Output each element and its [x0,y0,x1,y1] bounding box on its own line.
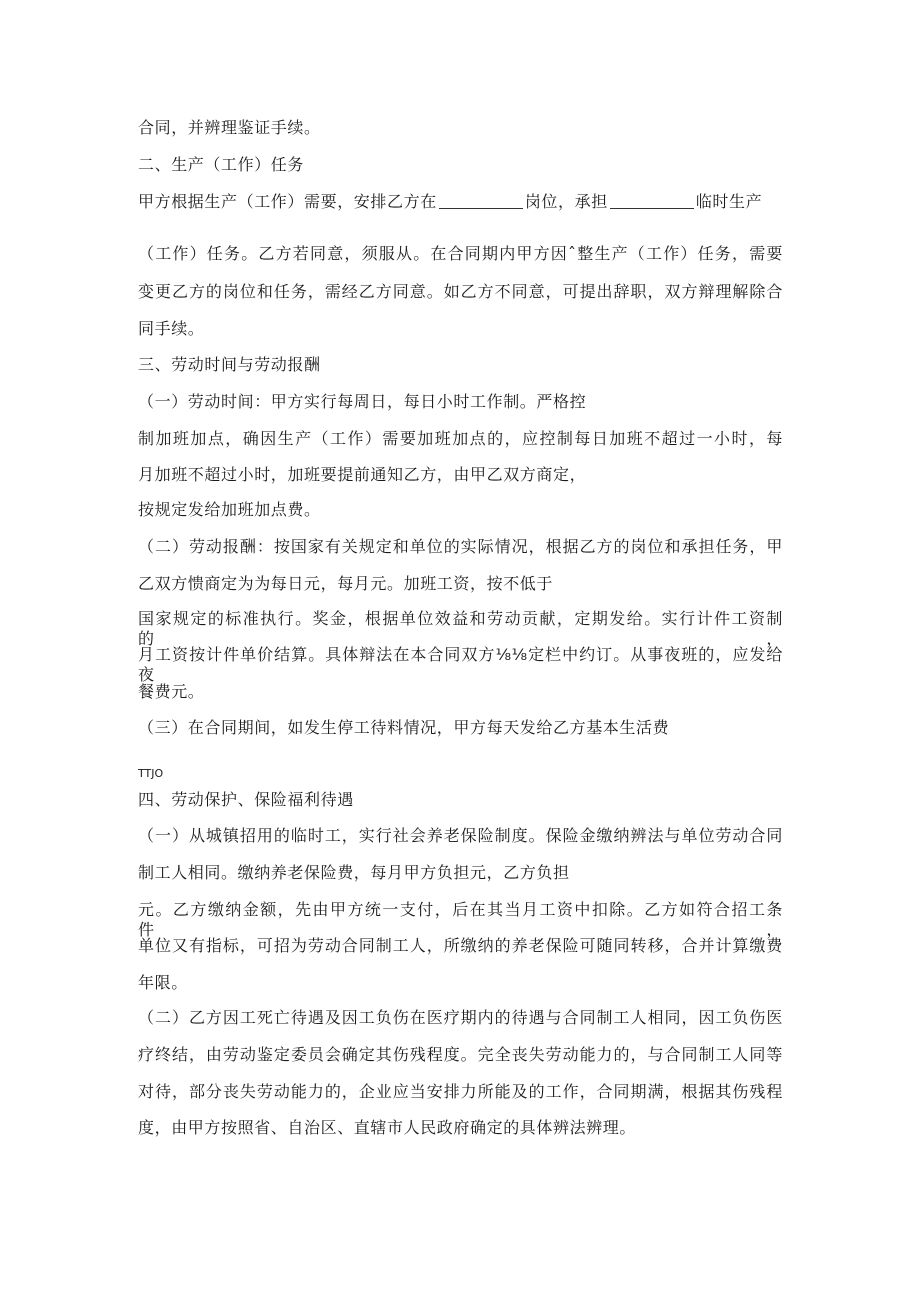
text-line: 疗终结，由劳动鉴定委员会确定其伤残程度。完全丧失劳动能力的，与合同制工人同等 [138,1045,783,1064]
text-line: （三）在合同期间，如发生停工待料情况，甲方每天发给乙方基本生活费 [138,718,670,737]
text-line [138,192,762,212]
text-line: 制加班加点，确因生产（工作）需要加班加点的，应控制每日加班不超过一小时，每 [138,429,783,448]
text-line: 合同，并辨理鉴证手续。 [138,118,321,137]
text-line: 乙双方愦商定为为每日元，每月元。加班工资，按不低于 [138,574,554,593]
text-line: （一）从城镇招用的临时工，实行社会养老保险制度。保险金缴纳辨法与单位劳动合同 [138,826,783,845]
text-line: 对待，部分丧失劳动能力的，企业应当安排力所能及的工作，合同期满，根据其伤残程 [138,1082,783,1101]
section-heading-2: 二、生产（工作）任务 [138,155,305,174]
fill-blank [610,194,694,209]
text-fragment: 临时生产 [695,192,763,211]
text-line: 按规定发给加班加点费。 [138,500,321,519]
text-line: 单位又有指标，可招为劳动合同制工人，所缴纳的养老保险可随同转移，合并计算缴费 [138,936,783,955]
text-line: 月加班不超过小时，加班要提前通知乙方，由甲乙双方商定， [138,465,587,484]
text-line: （一）劳动时间：甲方实行每周日，每日小时工作制。严格控 [138,392,587,411]
section-heading-4: 四、劳动保护、保险福利待遇 [138,790,354,809]
text-line: 国家规定的标准执行。奖金，根据单位效益和劳动贡献，定期发给。实行计件工资制的， [138,609,783,648]
text-line: 月工资按计件单价结算。具体辩法在本合同双方⅛⅛定栏中约订。从事夜班的，应发给夜 [138,645,783,684]
section-heading-3: 三、劳动时间与劳动报酬 [138,355,321,374]
text-line: （工作）任务。乙方若同意，须服从。在合同期内甲方因ˆ整生产（工作）任务，需要 [138,244,783,263]
fill-blank [439,194,523,209]
text-line: 变更乙方的岗位和任务，需经乙方同意。如乙方不同意，可提出辞职，双方辩理解除合 [138,282,783,301]
text-line: 元。乙方缴纳金额，先由甲方统一支付，后在其当月工资中扣除。乙方如符合招工条件， [138,900,783,939]
text-line: 年限。 [138,973,188,992]
text-line: 餐费元。 [138,682,205,701]
text-fragment: 岗位，承担 [524,192,608,211]
text-line: （二）劳动报酬：按国家有关规定和单位的实际情况，根据乙方的岗位和承担任务，甲 [138,537,783,556]
text-fragment: 甲方根据生产（工作）需要，安排乙方在 [138,192,437,211]
text-line: 度，由甲方按照省、自治区、直辖市人民政府确定的具体辨法辨理。 [138,1118,637,1137]
text-line: 同手续。 [138,319,205,338]
text-line: （二）乙方因工死亡待遇及因工负伤在医疗期内的待遇与合同制工人相同，因工负伤医 [138,1008,783,1027]
stray-text: TTJO [138,767,164,780]
text-line: 制工人相同。缴纳养老保险费，每月甲方负担元，乙方负担 [138,863,570,882]
